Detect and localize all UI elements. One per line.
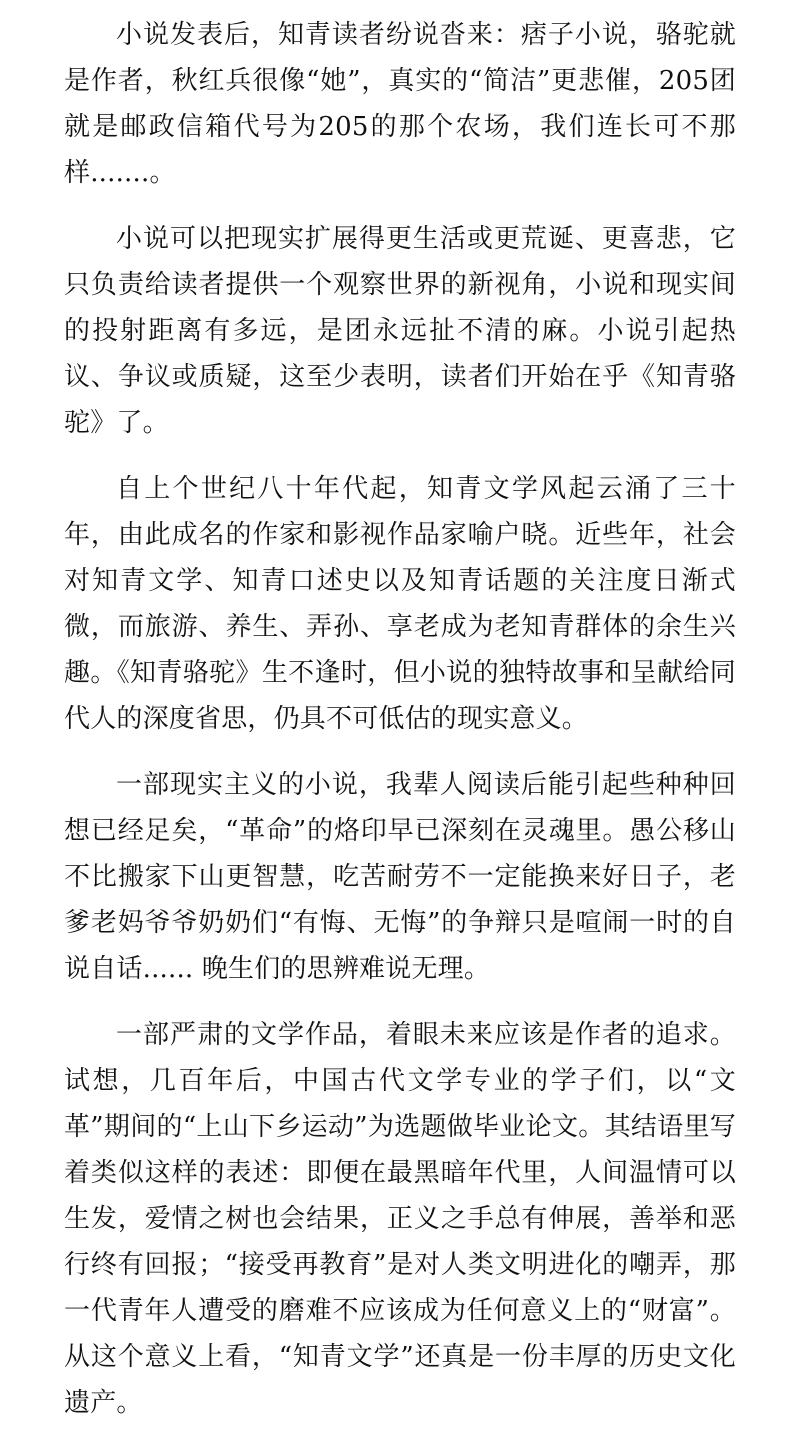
- paragraph-4: 一部现实主义的小说，我辈人阅读后能引起些种种回想已经足矣，“革命”的烙印早已深刻在灵魂里。愚公移山不比搬家下山更智慧，吃苦耐劳不一定能换来好日子，老爹老妈爷爷奶奶们“有悔、无悔”的争辩只是喧闹一时的自说自话...... 晚生们的思辨难说无理。: [64, 770, 736, 984]
- paragraph-1: 小说发表后，知青读者纷说沓来：痞子小说，骆驼就是作者，秋红兵很像“她”，真实的“简洁”更悲催，205团就是邮政信箱代号为205的那个农场，我们连长可不那样.......。: [64, 20, 736, 188]
- paragraph-3: 自上个世纪八十年代起，知青文学风起云涌了三十年，由此成名的作家和影视作品家喻户晓。近些年，社会对知青文学、知青口述史以及知青话题的关注度日渐式微，而旅游、养生、弄孙、享老成为老知青群体的余生兴趣。《知青骆驼》生不逢时，但小说的独特故事和呈献给同代人的深度省思，仍具不可低估的现实意义。: [64, 474, 736, 734]
- paragraph-5: 一部严肃的文学作品，着眼未来应该是作者的追求。试想，几百年后，中国古代文学专业的学子们，以“文革”期间的“上山下乡运动”为选题做毕业论文。其结语里写着类似这样的表述：即便在最黑暗年代里，人间温情可以生发，爱情之树也会结果，正义之手总有伸展，善举和恶行终有回报；“接受再教育”是对人类文明进化的嘲弄，那一代青年人遭受的磨难不应该成为任何意义上的“财富”。从这个意义上看，“知青文学”还真是一份丰厚的历史文化遗产。: [64, 1020, 736, 1418]
- article-body: [64, 12, 736, 1446]
- paragraph-2: 小说可以把现实扩展得更生活或更荒诞、更喜悲，它只负责给读者提供一个观察世界的新视角，小说和现实间的投射距离有多远，是团永远扯不清的麻。小说引起热议、争议或质疑，这至少表明，读者们开始在乎《知青骆驼》了。: [64, 224, 736, 438]
